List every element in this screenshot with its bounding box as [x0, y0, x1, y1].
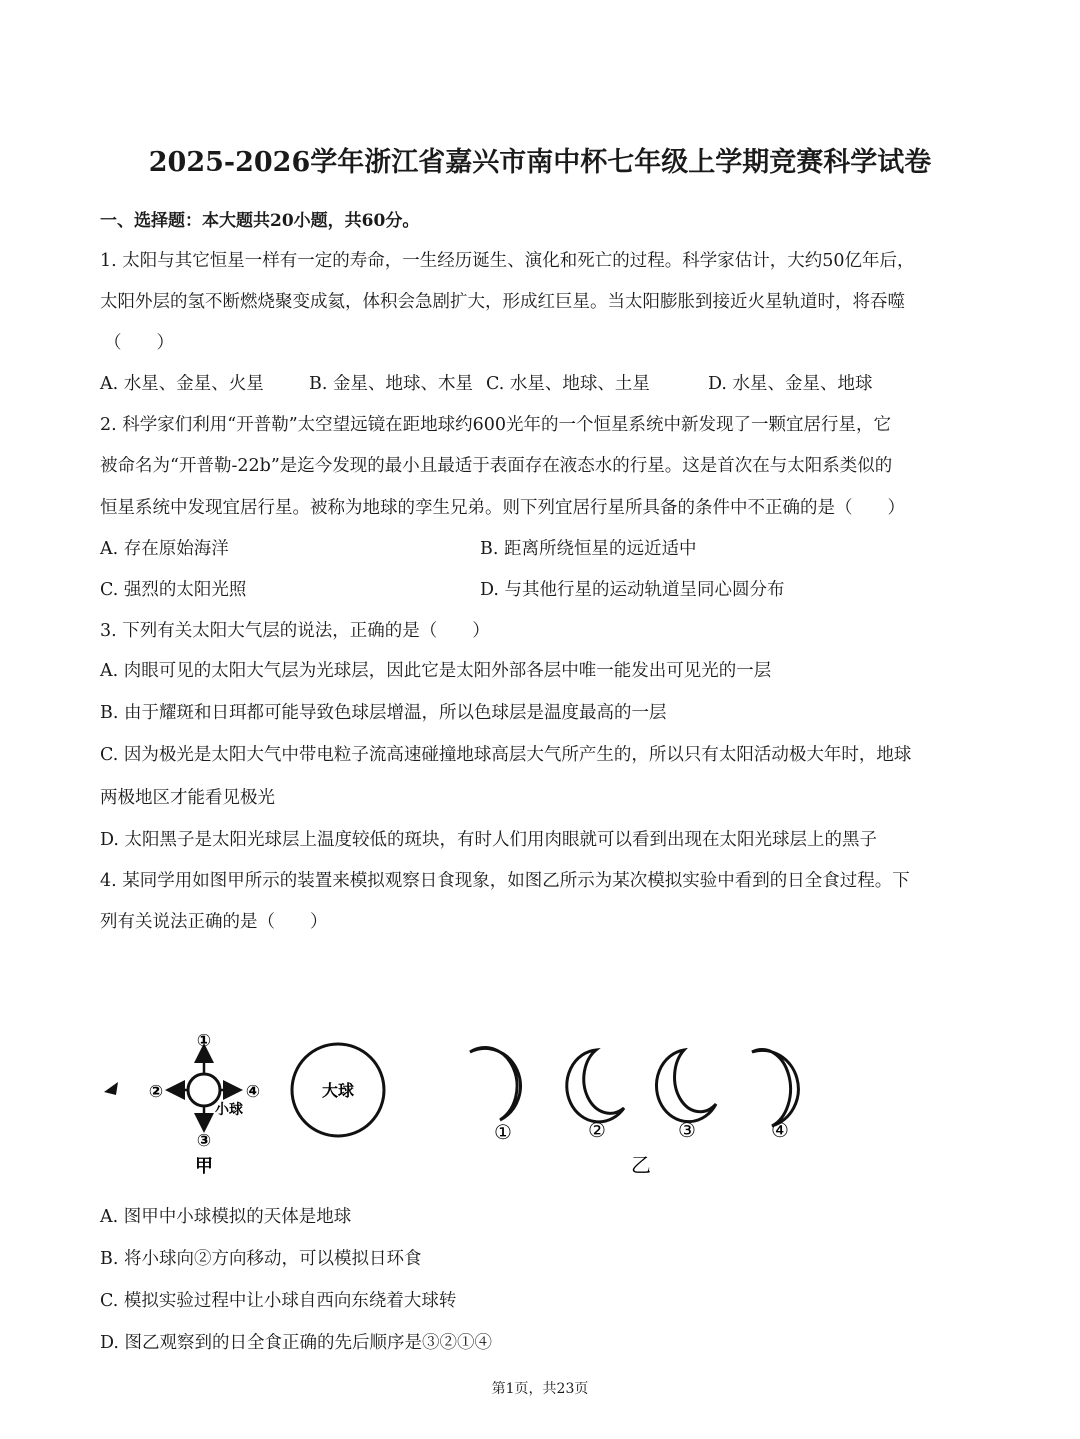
q4-line1: 4. 某同学用如图甲所示的装置来模拟观察日食现象，如图乙所示为某次模拟实验中看到的日全食过程。下 [100, 871, 910, 891]
small-ball-label: 小球 [215, 1102, 243, 1118]
q1-answer-blank: （ ） [104, 333, 174, 353]
dir-label-3: ③ [196, 1131, 212, 1151]
q2-option-d: D. 与其他行星的运动轨道呈同心圆分布 [480, 580, 785, 600]
eclipse-figure [0, 1020, 1080, 1200]
q2-line2: 被命名为“开普勒-22b”是迄今发现的最小且最适于表面存在液态水的行星。这是首次在与太阳系类似的 [100, 456, 893, 476]
q2-option-b: B. 距离所绕恒星的远近适中 [480, 539, 697, 559]
page-footer: 第1页，共23页 [491, 1381, 589, 1397]
q4-option-a: A. 图甲中小球模拟的天体是地球 [100, 1207, 352, 1227]
q3-option-a: A. 肉眼可见的太阳大气层为光球层，因此它是太阳外部各层中唯一能发出可见光的一层 [100, 661, 772, 681]
yi-label: 乙 [631, 1153, 651, 1177]
q4-option-c: C. 模拟实验过程中让小球自西向东绕着大球转 [100, 1291, 457, 1311]
jia-label: 甲 [195, 1156, 213, 1177]
eclipse-phases [470, 1048, 798, 1177]
q3-option-c-line1: C. 因为极光是太阳大气中带电粒子流高速碰撞地球高层大气所产生的，所以只有太阳活动极大年时，地球 [100, 745, 912, 765]
q1-option-a: A. 水星、金星、火星 [100, 374, 264, 394]
q1-option-d: D. 水星、金星、地球 [708, 374, 873, 394]
q1-option-c: C. 水星、地球、土星 [486, 374, 650, 394]
phase-4-gibbous [752, 1049, 798, 1126]
dir-label-4: ④ [245, 1082, 261, 1102]
phase-label-4: ④ [771, 1118, 789, 1142]
big-ball-label: 大球 [321, 1081, 355, 1100]
phase-3-gibbous [656, 1050, 716, 1122]
q2-option-a: A. 存在原始海洋 [100, 539, 229, 559]
phase-label-1: ① [494, 1120, 512, 1144]
phase-label-2: ② [588, 1118, 606, 1142]
q1-line2: 太阳外层的氢不断燃烧聚变成氦，体积会急剧扩大，形成红巨星。当太阳膨胀到接近火星轨道时，将吞噬 [100, 292, 905, 312]
q4-option-b: B. 将小球向②方向移动，可以模拟日环食 [100, 1249, 422, 1269]
q1-line1: 1. 太阳与其它恒星一样有一定的寿命，一生经历诞生、演化和死亡的过程。科学家估计，大约50亿年后， [100, 251, 915, 271]
eye-icon [104, 1082, 118, 1095]
q3-option-d: D. 太阳黑子是太阳光球层上温度较低的斑块，有时人们用肉眼就可以看到出现在太阳光球层上的黑子 [100, 830, 878, 850]
q1-option-b: B. 金星、地球、木星 [309, 374, 473, 394]
q2-option-c: C. 强烈的太阳光照 [100, 580, 247, 600]
phase-label-3: ③ [678, 1118, 696, 1142]
q3-line1: 3. 下列有关太阳大气层的说法，正确的是（ ） [100, 621, 490, 641]
phase-1-crescent [470, 1048, 520, 1120]
dir-label-1: ① [196, 1031, 212, 1051]
q4-line2: 列有关说法正确的是（ ） [100, 912, 328, 932]
q4-option-d: D. 图乙观察到的日全食正确的先后顺序是③②①④ [100, 1333, 493, 1353]
phase-2-crescent [567, 1050, 624, 1122]
dir-label-2: ② [148, 1082, 164, 1102]
section-heading: 一、选择题：本大题共20小题，共60分。 [100, 211, 420, 231]
q2-line3: 恒星系统中发现宜居行星。被称为地球的孪生兄弟。则下列宜居行星所具备的条件中不正确的是（ ） [100, 498, 905, 518]
q3-option-b: B. 由于耀斑和日珥都可能导致色球层增温，所以色球层是温度最高的一层 [100, 703, 667, 723]
exam-title: 2025-2026学年浙江省嘉兴市南中杯七年级上学期竞赛科学试卷 [148, 147, 932, 178]
q3-option-c-line2: 两极地区才能看见极光 [100, 788, 275, 808]
small-ball-assembly [149, 1031, 260, 1177]
q2-line1: 2. 科学家们利用“开普勒”太空望远镜在距地球约600光年的一个恒星系统中新发现了一颗宜居行星，它 [100, 415, 892, 435]
